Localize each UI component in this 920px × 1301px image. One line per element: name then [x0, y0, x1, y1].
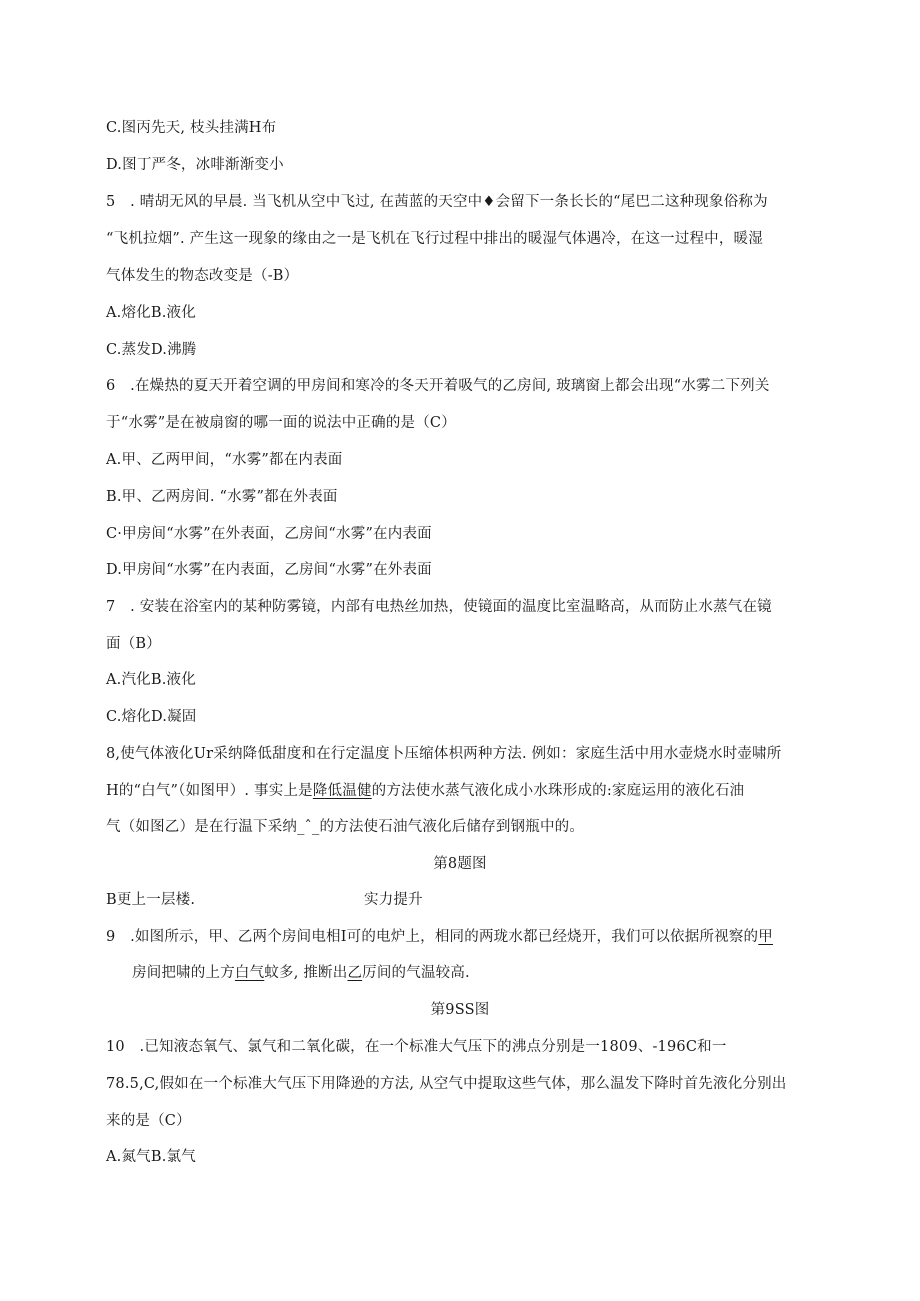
figure-8-caption: 第8题图 — [433, 856, 487, 872]
option-10ab: A.氮气B.氯气 — [106, 1149, 196, 1165]
option-6d: D.甲房间“水雾”在内表面，乙房间“水雾”在外表面 — [106, 562, 432, 578]
question-8-line-2: H的“白气”（如图甲）. 事实上是降低温健的方法使水蒸气液化成小水珠形成的:家庭运用的液化石油 — [106, 783, 745, 799]
option-4c: C.图丙先天, 枝头挂满H布 — [106, 120, 277, 136]
section-heading-ability: 实力提升 — [364, 892, 423, 908]
option-7ab: A.汽化B.液化 — [106, 672, 196, 688]
answer-blank-9b: 白气 — [234, 965, 265, 981]
option-6c: C·甲房间“水雾”在外表面，乙房间“水雾”在内表面 — [106, 526, 432, 542]
question-5-line-1: 5 . 晴胡无风的早晨. 当飞机从空中飞过, 在茜蓝的天空中♦会留下一条长长的“尾巴二这种现象俗称为 — [106, 194, 768, 210]
question-6-line-1: 6 .在燥热的夏天开着空调的甲房间和寒冷的冬天开着吸气的乙房间, 玻璃窗上都会出现“水雾二下列关 — [106, 378, 770, 394]
option-5ab: A.熔化B.液化 — [106, 305, 196, 321]
question-6-line-2: 于“水雾”是在被扇窗的哪一面的说法中正确的是（C） — [106, 415, 456, 431]
option-6b: B.甲、乙两房间. “水雾”都在外表面 — [106, 489, 338, 505]
question-10-line-1: 10 .已知液态氧气、氯气和二氧化碳，在一个标准大气压下的沸点分别是一1809、-196C和一 — [106, 1039, 727, 1055]
question-9-line-1: 9 .如图所示，甲、乙两个房间电相I可的电炉上，相同的两珑水都已经烧开，我们可以依据所视察的甲 — [106, 929, 773, 945]
question-8-line-1: 8,使气体液化Ur采纳降低甜度和在行定温度卜压缩体枳两种方法. 例如：家庭生活中用水壶烧水时壶啸所 — [106, 746, 782, 762]
figure-9-caption: 第9SS图 — [430, 1002, 490, 1018]
section-heading-b: B更上一层楼. — [106, 892, 196, 908]
answer-blank-8a: 降低温健 — [312, 783, 372, 799]
answer-blank-9c: 乙 — [347, 965, 363, 981]
question-7-line-2: 面（B） — [106, 636, 161, 652]
option-7cd: C.熔化D.凝固 — [106, 709, 197, 725]
question-10-line-3: 来的是（C） — [106, 1113, 191, 1129]
question-10-line-2: 78.5,C,假如在一个标准大气压下用降逊的方法, 从空气中提取这些气体，那么温发下降时首先液化分别出 — [106, 1076, 787, 1092]
option-5cd: C.蒸发D.沸腾 — [106, 342, 197, 358]
option-6a: A.甲、乙两甲间，“水雾”都在内表面 — [106, 452, 343, 468]
answer-blank-9a: 甲 — [758, 929, 773, 945]
question-5-line-3: 气体发生的物态改变是（-B） — [106, 268, 299, 284]
question-8-line-3: 气（如图乙）是在行温下采纳_ˆ_的方法使石油气液化后储存到钢瓶中的。 — [106, 819, 585, 835]
question-7-line-1: 7 . 安装在浴室内的某种防雾镜，内部有电热丝加热，使镜面的温度比室温略高，从而防止水蒸气在镜 — [106, 599, 772, 615]
question-9-line-2: 房间把啸的上方白气蚊多, 推断出乙厉间的气温较高. — [132, 965, 470, 981]
option-4d: D.图丁严冬，冰啡渐渐变小 — [106, 157, 284, 173]
question-5-line-2: “飞机拉烟”. 产生这一现象的缘由之一是飞机在飞行过程中排出的暖湿气体遇冷，在这一过程中，暖湿 — [106, 231, 763, 247]
